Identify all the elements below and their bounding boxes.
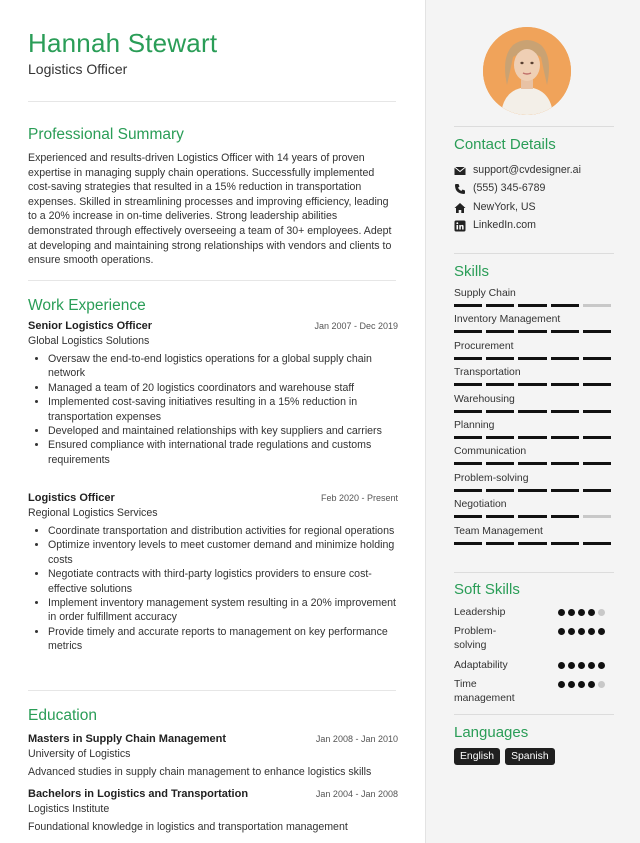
skill-level-segment (454, 304, 482, 307)
skill-level-bar (454, 304, 611, 307)
skill-level-segment (518, 542, 546, 545)
skill-level-bar (454, 357, 611, 360)
rating-dot (568, 609, 575, 616)
skills-heading: Skills (454, 263, 490, 280)
skill-level-segment (583, 462, 611, 465)
rating-dot (558, 681, 565, 688)
skill-level-segment (454, 489, 482, 492)
bullet-item: • Optimize inventory levels to meet customer demand and minimize holding costs (48, 538, 398, 567)
bullet-item: • Ensured compliance with international trade regulations and customs requirements (48, 438, 398, 467)
skill-item (454, 499, 614, 525)
summary-heading: Professional Summary (28, 126, 184, 143)
degree-title: Bachelors in Logistics and Transportation (28, 788, 249, 800)
skill-level-segment (551, 462, 579, 465)
summary-text: Experienced and results-driven Logistics Officer with 14 years of proven expertise in managing supply chain operations. Successfully implemented cost-saving strategies that resulted in a 15% reduction in transportation expenses. Skilled in streamlining processes and improving efficiency, leading to a 20% increase in on-time deliveries. Strong leadership abilities demonstrated through effectively overseeing a team of 30+ employees. Adept at developing and maintaining strong relationships with vendors and clients to ensure smooth operations. (28, 152, 392, 267)
skill-level-segment (518, 436, 546, 439)
skill-level-segment (551, 515, 579, 518)
divider (454, 253, 614, 254)
skill-level-bar (454, 383, 611, 386)
linkedin-text: LinkedIn.com (473, 219, 537, 232)
language-tag: English (454, 748, 500, 765)
skill-level-bar (454, 410, 611, 413)
skill-level-segment (583, 304, 611, 307)
skill-level-segment (518, 410, 546, 413)
skill-level-segment (551, 436, 579, 439)
education-date: Jan 2008 - Jan 2010 (315, 734, 398, 744)
soft-skill-item (454, 606, 614, 625)
job-date: Feb 2020 - Present (320, 493, 398, 503)
rating-dot (578, 662, 585, 669)
school-name: University of Logistics (28, 748, 131, 760)
skill-level-segment (486, 462, 514, 465)
job-company: Regional Logistics Services (28, 507, 158, 519)
skill-level-segment (454, 462, 482, 465)
skill-level-segment (583, 410, 611, 413)
skill-level-segment (486, 542, 514, 545)
skill-label: Negotiation (454, 499, 507, 511)
bullet-item: • Oversaw the end-to-end logistics operations for a global supply chain network (48, 352, 398, 381)
skill-level-segment (454, 515, 482, 518)
soft-skill-item (454, 625, 614, 659)
skill-level-segment (551, 304, 579, 307)
divider (454, 126, 614, 127)
rating-dot (578, 609, 585, 616)
job-entry (28, 492, 398, 654)
skill-level-segment (583, 436, 611, 439)
skill-level-segment (583, 383, 611, 386)
skill-level-bar (454, 542, 611, 545)
skill-item (454, 367, 614, 393)
skill-label: Transportation (454, 367, 521, 379)
contact-phone[interactable] (454, 181, 629, 199)
rating-dot (578, 681, 585, 688)
skill-item (454, 446, 614, 472)
soft-skill-label: Time management (454, 679, 515, 704)
sidebar (425, 0, 640, 843)
skill-level-segment (518, 304, 546, 307)
rating-dot (568, 628, 575, 635)
skill-item (454, 473, 614, 499)
envelope-icon (454, 165, 466, 177)
rating-dot (558, 628, 565, 635)
languages-list (454, 748, 555, 765)
school-name: Logistics Institute (28, 803, 110, 815)
soft-skill-item (454, 678, 614, 712)
job-title: Senior Logistics Officer (28, 320, 153, 332)
skill-level-bar (454, 330, 611, 333)
skill-level-segment (454, 330, 482, 333)
skill-level-segment (486, 357, 514, 360)
language-tag: Spanish (505, 748, 555, 765)
skill-item (454, 288, 614, 314)
contact-linkedin[interactable] (454, 218, 629, 236)
rating-dot (558, 662, 565, 669)
experience-heading: Work Experience (28, 297, 146, 314)
education-entry (28, 733, 398, 778)
skill-level-segment (518, 515, 546, 518)
soft-skill-rating (558, 628, 605, 635)
bullet-item: • Managed a team of 20 logistics coordinators and warehouse staff (48, 381, 398, 395)
bullet-item: • Implemented cost-saving initiatives resulting in a 15% reduction in transportation expenses (48, 395, 398, 424)
rating-dot (598, 662, 605, 669)
skill-level-segment (486, 383, 514, 386)
rating-dot (578, 628, 585, 635)
soft-skill-label: Leadership (454, 607, 506, 618)
job-bullets (28, 524, 398, 654)
skill-level-segment (454, 410, 482, 413)
skill-label: Procurement (454, 340, 514, 352)
location-text: NewYork, US (473, 200, 536, 213)
bullet-item: • Implement inventory management system resulting in a 20% improvement in order fulfillment accuracy (48, 596, 398, 625)
rating-dot (598, 628, 605, 635)
skill-label: Inventory Management (454, 314, 561, 326)
divider (454, 714, 614, 715)
skill-level-segment (551, 357, 579, 360)
skill-level-bar (454, 462, 611, 465)
skill-level-segment (551, 489, 579, 492)
skill-level-segment (583, 357, 611, 360)
skill-level-segment (486, 330, 514, 333)
education-entry (28, 788, 398, 833)
rating-dot (588, 609, 595, 616)
email-text: support@cvdesigner.ai (473, 164, 581, 176)
skill-label: Warehousing (454, 393, 515, 405)
skill-level-segment (583, 515, 611, 518)
skill-label: Team Management (454, 525, 543, 537)
bullet-item: • Negotiate contracts with third-party logistics providers to ensure cost-effective solutions (48, 567, 398, 596)
skill-level-segment (551, 542, 579, 545)
rating-dot (568, 662, 575, 669)
home-icon (454, 202, 466, 214)
skill-level-segment (583, 489, 611, 492)
rating-dot (598, 681, 605, 688)
skill-level-segment (454, 542, 482, 545)
skill-level-segment (518, 357, 546, 360)
skill-label: Planning (454, 419, 495, 431)
skill-level-segment (583, 542, 611, 545)
skill-level-segment (454, 383, 482, 386)
contact-heading: Contact Details (454, 136, 556, 153)
skill-level-segment (486, 515, 514, 518)
job-company: Global Logistics Solutions (28, 335, 150, 347)
skill-level-segment (486, 436, 514, 439)
skill-item (454, 420, 614, 446)
contact-list (454, 163, 629, 237)
rating-dot (568, 681, 575, 688)
candidate-title: Logistics Officer (28, 61, 128, 77)
skill-level-segment (551, 410, 579, 413)
skill-level-segment (518, 489, 546, 492)
degree-title: Masters in Supply Chain Management (28, 733, 227, 745)
rating-dot (598, 609, 605, 616)
job-date: Jan 2007 - Dec 2019 (314, 321, 398, 331)
skill-level-bar (454, 489, 611, 492)
divider (28, 101, 396, 102)
languages-heading: Languages (454, 724, 529, 741)
skill-item (454, 314, 614, 340)
bullet-item: • Provide timely and accurate reports to management on key performance metrics (48, 625, 398, 654)
soft-skill-label: Problem-solving (454, 626, 497, 651)
soft-skill-label: Adaptability (454, 660, 508, 671)
skill-label: Supply Chain (454, 288, 516, 299)
skill-level-segment (551, 330, 579, 333)
job-entry (28, 320, 398, 467)
profile-photo (483, 27, 571, 115)
candidate-name: Hannah Stewart (28, 28, 218, 58)
bullet-item: • Developed and maintained relationships with key suppliers and carriers (48, 424, 398, 438)
education-description: Foundational knowledge in logistics and transportation management (28, 821, 348, 833)
skill-level-bar (454, 436, 611, 439)
soft-skill-rating (558, 681, 605, 688)
phone-text: (555) 345-6789 (473, 182, 546, 195)
divider (454, 572, 614, 573)
divider (28, 280, 396, 281)
phone-icon (454, 183, 466, 195)
soft-skill-item (454, 659, 614, 678)
education-description: Advanced studies in supply chain management to enhance logistics skills (28, 766, 372, 778)
rating-dot (588, 662, 595, 669)
skill-level-segment (518, 330, 546, 333)
job-bullets (28, 352, 398, 467)
soft-skill-rating (558, 609, 605, 616)
contact-email[interactable] (454, 163, 629, 181)
education-heading: Education (28, 707, 97, 724)
rating-dot (588, 681, 595, 688)
divider (28, 690, 396, 691)
job-title: Logistics Officer (28, 492, 115, 504)
skill-level-segment (583, 330, 611, 333)
linkedin-icon (454, 220, 466, 232)
skill-level-segment (551, 383, 579, 386)
bullet-item: • Coordinate transportation and distribution activities for regional operations (48, 524, 398, 538)
contact-location (454, 200, 629, 218)
skill-item (454, 341, 614, 367)
skills-list (454, 288, 614, 552)
skill-level-segment (518, 383, 546, 386)
skill-level-segment (454, 436, 482, 439)
soft-skills-list (454, 606, 614, 712)
skill-level-segment (518, 462, 546, 465)
skill-level-segment (486, 304, 514, 307)
skill-label: Problem-solving (454, 472, 529, 484)
skill-level-segment (454, 357, 482, 360)
soft-skill-rating (558, 662, 605, 669)
skill-level-segment (486, 410, 514, 413)
skill-level-bar (454, 515, 611, 518)
education-date: Jan 2004 - Jan 2008 (315, 789, 398, 799)
skill-label: Communication (454, 446, 527, 458)
rating-dot (588, 628, 595, 635)
soft-skills-heading: Soft Skills (454, 581, 520, 598)
skill-item (454, 526, 614, 552)
rating-dot (558, 609, 565, 616)
skill-level-segment (486, 489, 514, 492)
skill-item (454, 394, 614, 420)
